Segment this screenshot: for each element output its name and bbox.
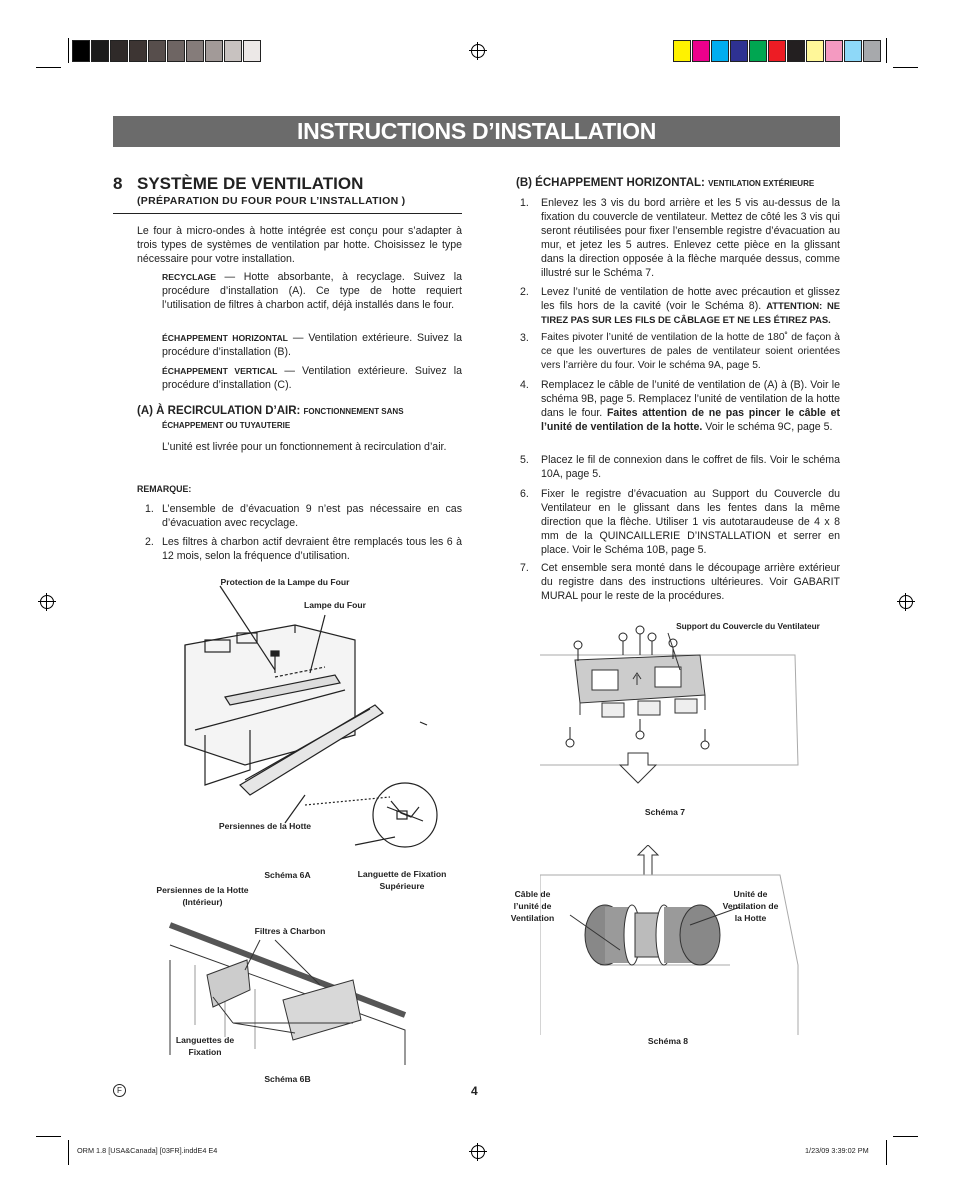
section-a-text: L’unité est livrée pour un fonctionnement à recirculation d’air. [162,441,447,453]
label-charcoal-filters: Filtres à Charbon [254,926,326,936]
note-text: L’ensemble de d’évacuation 9 n’est pas nécessaire en cas d’évacuation avec recyclage. [162,503,462,529]
figure-6a-microwave-illustration [165,585,465,855]
step-number: 5. [520,454,529,466]
step-text: Levez l’unité de ventilation de hotte avec précaution et glissez les fils hors de la cavité (voir le Schéma 8). ATTENTION: NE TIREZ PAS SUR LES FILS DE CÂBLAGE ET NE LES ÉTIREZ PAS. [541,286,840,325]
crop-mark [36,67,61,68]
color-swatch [844,40,862,62]
step-number: 3. [520,332,529,344]
crop-mark [36,1136,61,1137]
color-swatch [863,40,881,62]
color-swatch [243,40,261,62]
figure-8-caption: Schéma 8 [647,1036,689,1046]
figure-6a-caption: Schéma 6A [264,870,311,880]
step-number: 1. [520,197,529,209]
color-swatch [673,40,691,62]
color-swatch [749,40,767,62]
color-swatch [711,40,729,62]
registration-mark-icon [40,595,54,609]
file-slug: ORM 1.8 [USA&Canada] [03FR].inddE4 E4 [77,1146,218,1155]
figure-8-fan-unit-illustration [540,845,805,1035]
file-timestamp: 1/23/09 3:39:02 PM [805,1146,869,1155]
crop-mark [893,67,918,68]
color-swatch [730,40,748,62]
page-title: INSTRUCTIONS D’INSTALLATION [296,118,657,144]
color-swatch [72,40,90,62]
color-swatch [768,40,786,62]
note-number: 2. [145,536,154,548]
color-swatch [186,40,204,62]
figure-7-caption: Schéma 7 [644,807,686,817]
label-fan-cover-support: Support du Couvercle du Ventilateur [676,621,820,631]
registration-mark-icon [471,44,485,58]
note-number: 1. [145,503,154,515]
label-upper-tab: Languette de Fixation Supérieure [357,869,447,891]
step-number: 7. [520,562,529,574]
label-hood-louvers: Persiennes de la Hotte [218,821,312,831]
crop-mark [886,38,887,63]
type-recyclage: RECYCLAGE — Hotte absorbante, à recyclage. Suivez la procédure d’installation (A). Ce type de hotte requiert l’utilisation de filtres à charbon actif, déjà installés dans le four. [162,271,462,311]
label-hood-fan-unit: Unité de Ventilation de la Hotte [722,889,779,923]
step-text: Fixer le registre d’évacuation au Support du Couvercle du Ventilateur en le glissant dans les fentes dans la même direction que la flèche. Utiliser 1 vis autotaraudeuse de 4 x 8 mm de la QUINCAILLERIE D’INSTALLATION et serrer en place. Voir le Schéma 10B, page 5. [541,488,840,556]
color-swatch [110,40,128,62]
crop-mark [886,1140,887,1165]
color-swatch [787,40,805,62]
title-bar [113,116,840,147]
label-fixing-tabs: Languettes de Fixation [175,1035,235,1057]
note-text: Les filtres à charbon actif devraient être remplacés tous les 6 à 12 mois, selon la fréquence d’utilisation. [162,536,462,562]
step-number: 2. [520,286,529,298]
color-swatch [224,40,242,62]
section-rule [113,213,462,214]
type-vertical: ÉCHAPPEMENT VERTICAL — Ventilation extérieure. Suivez la procédure d’installation (C). [162,365,462,391]
section-title: SYSTÈME DE VENTILATION [137,174,364,193]
language-badge: F [113,1084,126,1097]
color-swatch [91,40,109,62]
step-text: Remplacez le câble de l’unité de ventilation de (A) à (B). Voir le schéma 9B, page 5. Remplacez l’unité de ventilation de la hotte dans le four. Faites attention de ne pas pincer le câble et l’unité de ventilation de la hotte. Voir le schéma 9C, page 5. [541,379,840,433]
crop-mark [68,1140,69,1165]
color-swatch [692,40,710,62]
color-swatch [129,40,147,62]
section-a-heading: (A) À RECIRCULATION D’AIR: FONCTIONNEMENT SANS [137,405,404,417]
crop-mark [68,38,69,63]
section-subtitle: (PRÉPARATION DU FOUR POUR L’INSTALLATION ) [137,195,406,207]
registration-mark-icon [899,595,913,609]
step-text: Placez le fil de connexion dans le coffret de fils. Voir le schéma 10A, page 5. [541,454,840,480]
step-number: 6. [520,488,529,500]
section-number: 8 [113,174,123,193]
color-swatch [825,40,843,62]
label-lamp-protection: Protection de la Lampe du Four [220,577,350,587]
label-oven-lamp: Lampe du Four [303,600,367,610]
figure-6b-caption: Schéma 6B [264,1074,311,1084]
registration-mark-icon [471,1145,485,1159]
color-swatch [148,40,166,62]
intro-paragraph: Le four à micro-ondes à hotte intégrée est conçu pour s’adapter à trois types de systèmes de ventilation par hotte. Choisissez le type nécessaire pour votre installation. [137,225,462,265]
page-number: 4 [471,1084,478,1098]
color-swatch [205,40,223,62]
label-inner-louvers: Persiennes de la Hotte (Intérieur) [156,885,249,907]
crop-mark [893,1136,918,1137]
label-ventilation-cable: Câble de l’unité de Ventilation [510,889,555,923]
color-swatch [167,40,185,62]
section-a-subheading: ÉCHAPPEMENT OU TUYAUTERIE [162,421,291,430]
section-b-heading: (B) ÉCHAPPEMENT HORIZONTAL: VENTILATION EXTÉRIEURE [516,177,815,189]
color-swatch [806,40,824,62]
step-text: Faites pivoter l’unité de ventilation de la hotte de 180˚ de façon à ce que les ouvertures de pales de ventilateur soient orientées vers l’arrière du four. Voir le schéma 9A, page 5. [541,332,840,371]
step-number: 4. [520,379,529,391]
step-text: Enlevez les 3 vis du bord arrière et les 5 vis au-dessus de la fixation du couvercle de ventilateur. Mettez de côté les 3 vis qui seront réutilisées pour fixer l’ensemble registre d’évacuation au mur, et jetez les 5 autres. Enlevez cette pièce en la glissant dans la direction opposée à la flèche marquée dessus, comme illustré sur le Schéma 7. [541,197,840,279]
step-text: Cet ensemble sera monté dans le découpage arrière extérieur du registre dans des instructions ultérieures. Voir GABARIT MURAL pour le reste de la procédures. [541,562,840,602]
type-horizontal: ÉCHAPPEMENT HORIZONTAL — Ventilation extérieure. Suivez la procédure d’installation (B). [162,332,462,358]
figure-7-cover-support-illustration [540,615,805,805]
remarque-heading: REMARQUE: [137,484,192,494]
